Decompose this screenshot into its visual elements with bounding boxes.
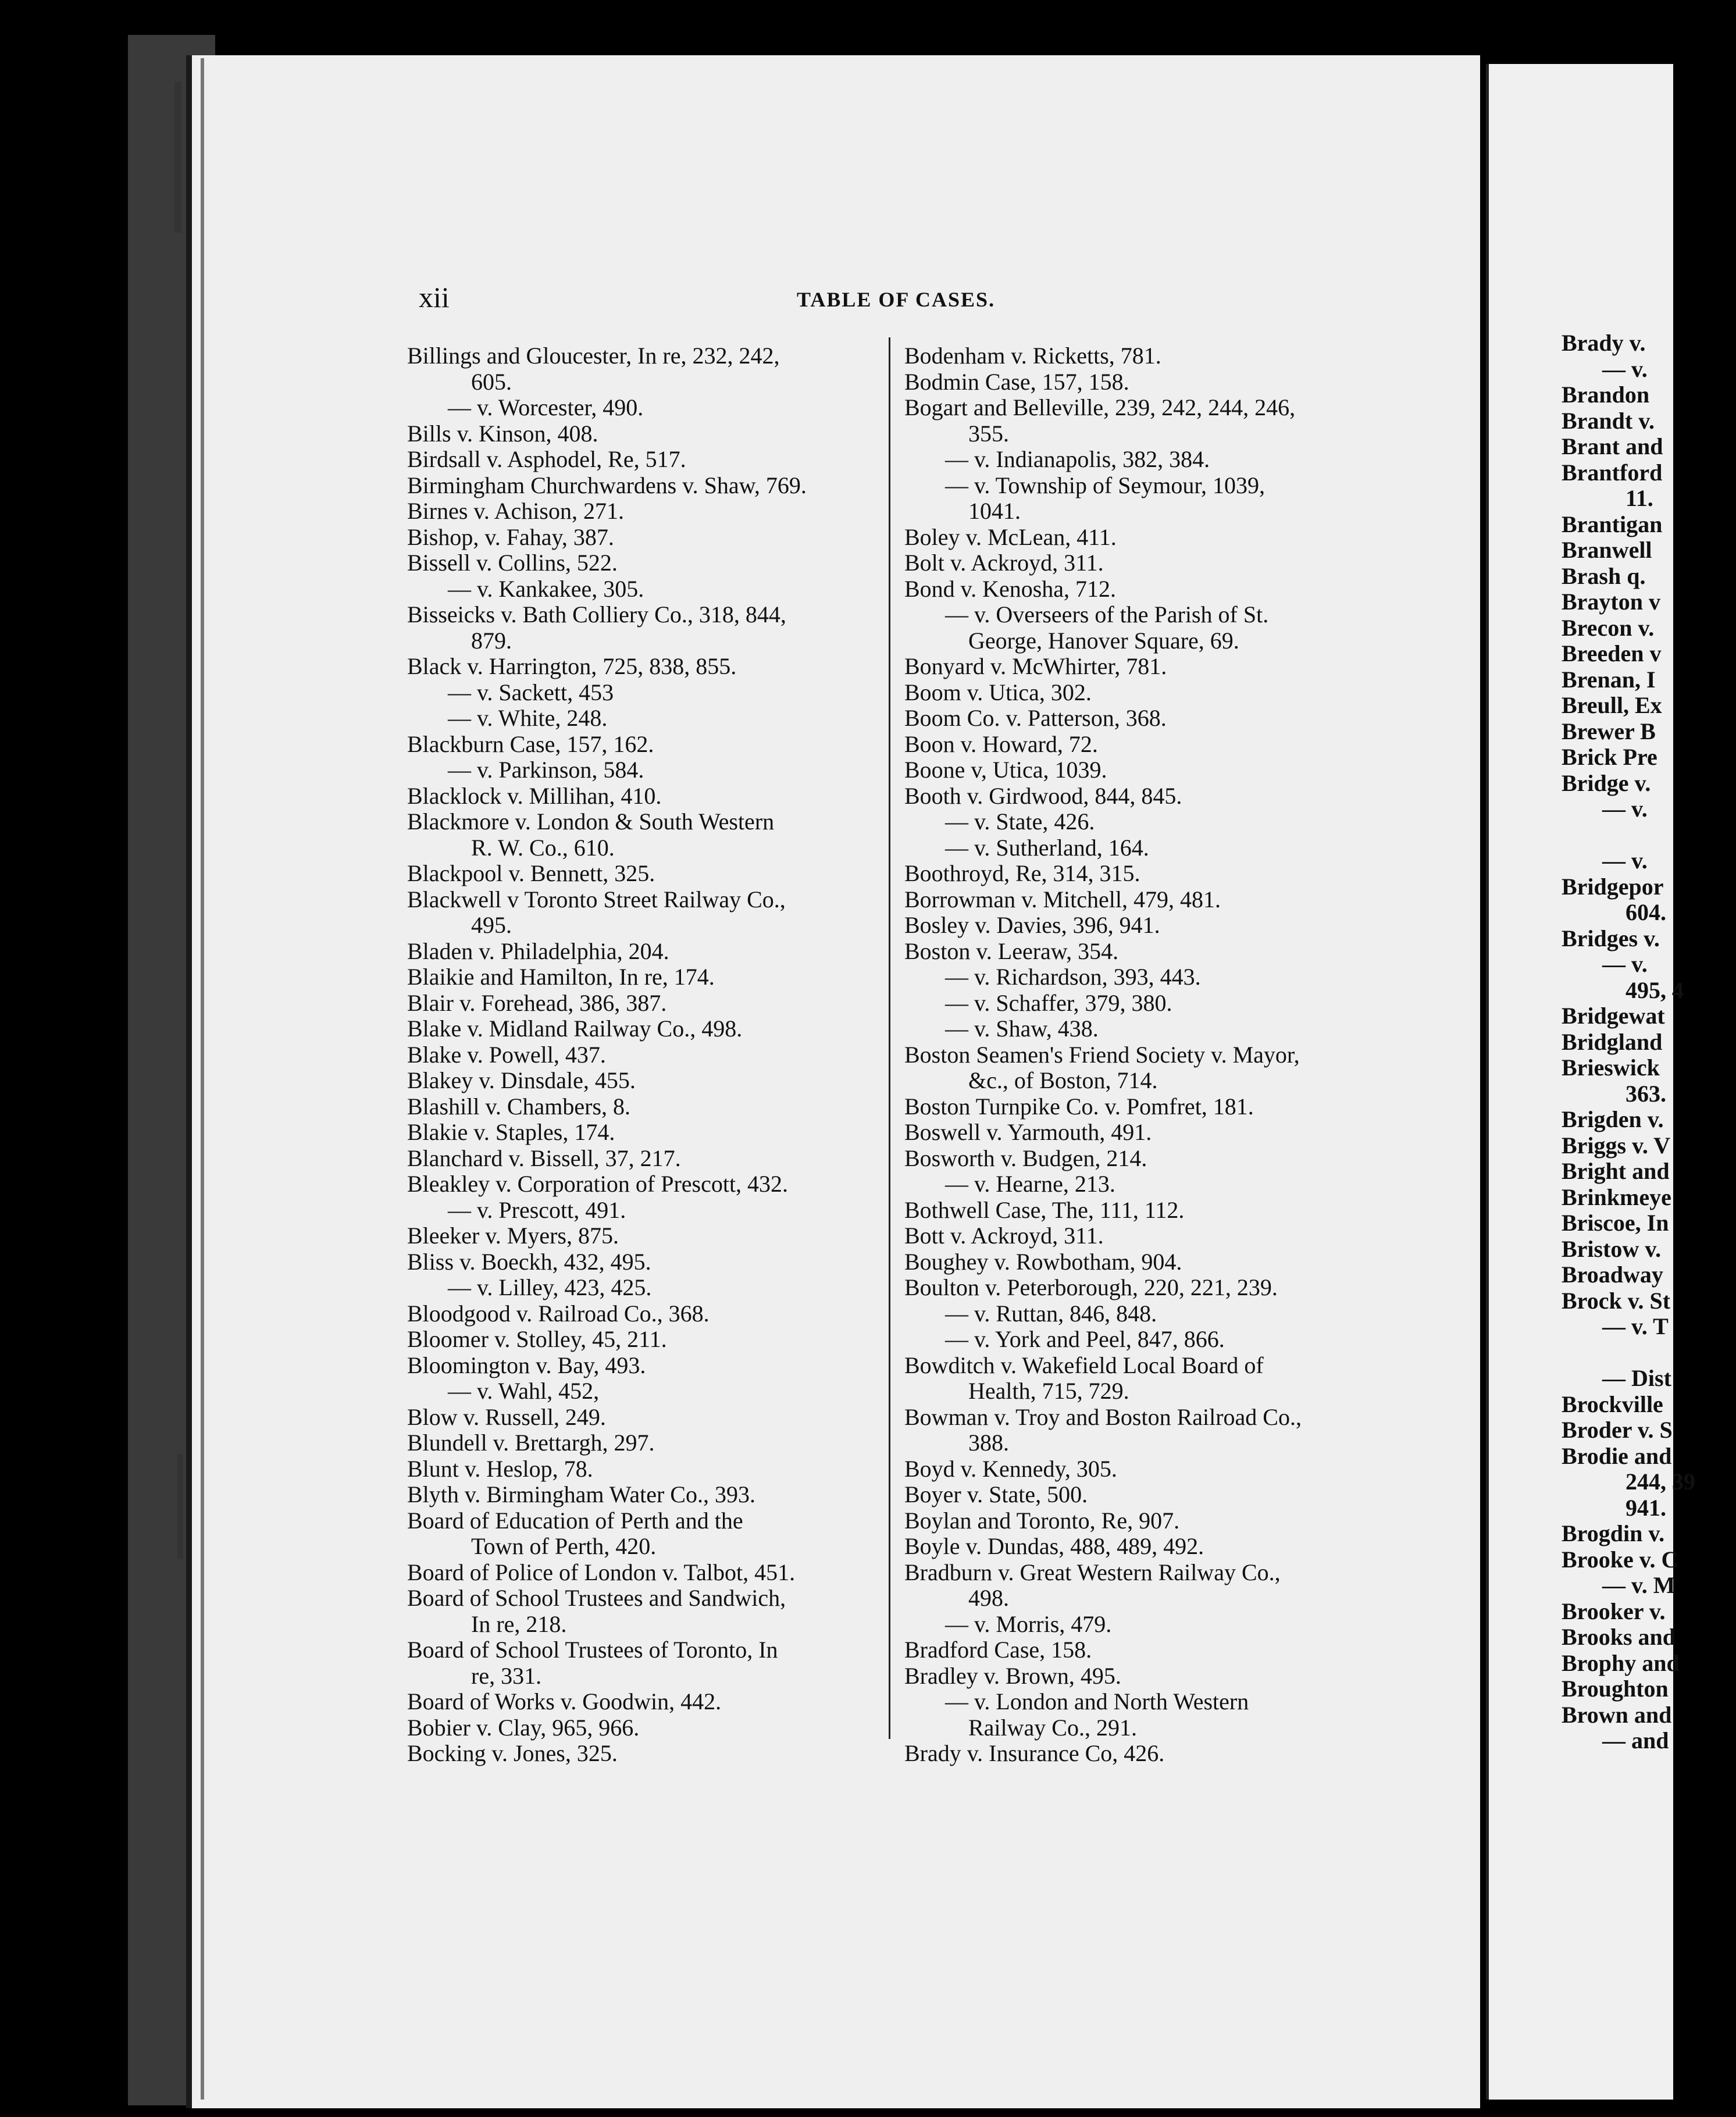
- case-entry: Bills v. Kinson, 408.: [407, 420, 598, 447]
- facing-page-entry: — v.: [1602, 796, 1648, 822]
- facing-page-entry: Bridges v.: [1562, 925, 1660, 951]
- case-entry: Boyer v. State, 500.: [904, 1481, 1088, 1507]
- facing-page-entry: Breeden v: [1562, 640, 1662, 667]
- case-entry: re, 331.: [471, 1662, 542, 1689]
- case-entry: Boom Co. v. Patterson, 368.: [904, 705, 1167, 731]
- facing-page-entry: 941.: [1626, 1494, 1666, 1521]
- facing-page-entry: 11.: [1626, 485, 1653, 511]
- case-entry: Boston Turnpike Co. v. Pomfret, 181.: [904, 1093, 1254, 1120]
- right-column: [904, 343, 1396, 1767]
- case-entry: 879.: [471, 627, 512, 654]
- case-entry: Bonyard v. McWhirter, 781.: [904, 653, 1167, 679]
- case-entry: Blundell v. Brettargh, 297.: [407, 1430, 655, 1456]
- case-entry: Bissell v. Collins, 522.: [407, 550, 618, 576]
- case-entry: — v. Sutherland, 164.: [945, 834, 1149, 861]
- facing-page-entry: 495, 4: [1626, 976, 1684, 1003]
- facing-page-entry: Brown and: [1562, 1701, 1672, 1728]
- case-entry: Boothroyd, Re, 314, 315.: [904, 860, 1140, 886]
- case-entry: Boyle v. Dundas, 488, 489, 492.: [904, 1533, 1204, 1559]
- case-entry: Blakey v. Dinsdale, 455.: [407, 1067, 636, 1093]
- case-entry: Board of Police of London v. Talbot, 451.: [407, 1559, 796, 1585]
- case-entry: Boom v. Utica, 302.: [904, 679, 1092, 705]
- facing-page-entry: [1562, 822, 1736, 849]
- facing-page-entry: Brecon v.: [1562, 614, 1655, 641]
- case-entry: — v. Wahl, 452,: [448, 1378, 600, 1404]
- facing-page-entry: — and: [1602, 1727, 1669, 1754]
- case-entry: — v. Kankakee, 305.: [448, 575, 644, 602]
- facing-page-entry: Brigden v.: [1562, 1106, 1664, 1132]
- facing-page-entry: Breull, Ex: [1562, 692, 1662, 718]
- case-entry: Bloomington v. Bay, 493.: [407, 1352, 646, 1378]
- case-entry: Boulton v. Peterborough, 220, 221, 239.: [904, 1274, 1278, 1300]
- case-entry: Boyd v. Kennedy, 305.: [904, 1455, 1117, 1482]
- case-entry: Bott v. Ackroyd, 311.: [904, 1223, 1104, 1249]
- facing-page-entry: Broadway: [1562, 1261, 1663, 1288]
- case-entry: Blashill v. Chambers, 8.: [407, 1093, 631, 1120]
- case-entry: Bloomer v. Stolley, 45, 211.: [407, 1326, 667, 1352]
- case-entry: Board of School Trustees of Toronto, In: [407, 1637, 778, 1663]
- case-entry: Borrowman v. Mitchell, 479, 481.: [904, 886, 1221, 913]
- case-entry: Booth v. Girdwood, 844, 845.: [904, 782, 1182, 809]
- case-entry: — v. Worcester, 490.: [448, 394, 644, 420]
- facing-page-entry: — Dist: [1602, 1365, 1671, 1391]
- case-entry: Bloodgood v. Railroad Co., 368.: [407, 1300, 710, 1327]
- case-entry: Boylan and Toronto, Re, 907.: [904, 1507, 1180, 1534]
- facing-page-entry: Brick Pre: [1562, 744, 1657, 770]
- case-entry: Blow v. Russell, 249.: [407, 1403, 606, 1430]
- facing-page-entry: — v.: [1602, 847, 1648, 874]
- case-entry: Bosley v. Davies, 396, 941.: [904, 912, 1160, 938]
- running-title: TABLE OF CASES.: [797, 288, 996, 311]
- facing-page-entry: Bridge v.: [1562, 769, 1651, 796]
- case-entry: Boston Seamen's Friend Society v. Mayor,: [904, 1041, 1300, 1068]
- facing-page-entry: Brodie and: [1562, 1442, 1672, 1469]
- scan-blemish: [174, 81, 181, 233]
- case-entry: — v. Schaffer, 379, 380.: [945, 989, 1172, 1016]
- case-entry: Bobier v. Clay, 965, 966.: [407, 1714, 640, 1741]
- case-entry: Boughey v. Rowbotham, 904.: [904, 1248, 1182, 1275]
- case-entry: Bogart and Belleville, 239, 242, 244, 246,: [904, 394, 1296, 420]
- facing-page-entry: Brandon: [1562, 382, 1650, 408]
- case-entry: — v. Lilley, 423, 425.: [448, 1274, 652, 1300]
- case-entry: Bishop, v. Fahay, 387.: [407, 523, 614, 550]
- case-entry: — v. Hearne, 213.: [945, 1171, 1115, 1197]
- facing-page-entry: Broder v. S: [1562, 1417, 1673, 1443]
- facing-page-entry: 604.: [1626, 899, 1666, 925]
- case-entry: Board of School Trustees and Sandwich,: [407, 1585, 786, 1611]
- case-entry: Birmingham Churchwardens v. Shaw, 769.: [407, 472, 807, 498]
- case-entry: Bond v. Kenosha, 712.: [904, 575, 1117, 602]
- case-entry: — v. Sackett, 453: [448, 679, 614, 705]
- facing-page-entry: Branwell: [1562, 537, 1652, 563]
- case-entry: 388.: [968, 1430, 1009, 1456]
- case-entry: Bleakley v. Corporation of Prescott, 432.: [407, 1171, 789, 1197]
- case-entry: In re, 218.: [471, 1610, 567, 1637]
- case-entry: Bowditch v. Wakefield Local Board of: [904, 1352, 1264, 1378]
- case-entry: Birnes v. Achison, 271.: [407, 498, 624, 524]
- facing-page-entry: Brandt v.: [1562, 407, 1655, 434]
- case-entry: 1041.: [968, 498, 1021, 524]
- facing-page-entry: Brooke v. C: [1562, 1546, 1678, 1573]
- case-entry: Black v. Harrington, 725, 838, 855.: [407, 653, 737, 679]
- case-entry: Blackpool v. Bennett, 325.: [407, 860, 655, 886]
- case-entry: Blunt v. Heslop, 78.: [407, 1455, 593, 1482]
- case-entry: Blackmore v. London & South Western: [407, 808, 775, 835]
- case-entry: &c., of Boston, 714.: [968, 1067, 1158, 1093]
- facing-page-entry: Brayton v: [1562, 589, 1660, 615]
- case-entry: Bodmin Case, 157, 158.: [904, 368, 1129, 395]
- case-entry: Bocking v. Jones, 325.: [407, 1740, 618, 1766]
- case-entry: 605.: [471, 368, 512, 395]
- page-edge-rule: [201, 58, 204, 2100]
- facing-page-entry: [1562, 1340, 1736, 1366]
- facing-page-entry: Brock v. St: [1562, 1287, 1671, 1314]
- facing-page-entry: Brenan, I: [1562, 666, 1656, 693]
- case-entry: Blacklock v. Millihan, 410.: [407, 782, 662, 809]
- facing-page-entry: — v.: [1602, 951, 1648, 977]
- facing-page-entry: Brash q.: [1562, 562, 1646, 589]
- case-entry: Board of Education of Perth and the: [407, 1507, 743, 1534]
- case-entry: — v. Richardson, 393, 443.: [945, 964, 1201, 990]
- case-entry: Bolt v. Ackroyd, 311.: [904, 550, 1104, 576]
- case-entry: — v. Shaw, 438.: [945, 1015, 1099, 1042]
- facing-page-entry: Brant and: [1562, 433, 1663, 459]
- case-entry: Blackwell v Toronto Street Railway Co.,: [407, 886, 786, 913]
- facing-page-entry: Bright and: [1562, 1158, 1670, 1184]
- facing-page-entry: Brooker v.: [1562, 1598, 1666, 1624]
- facing-page-entry: Brophy and: [1562, 1649, 1680, 1676]
- case-entry: 495.: [471, 912, 512, 938]
- case-entry: Blair v. Forehead, 386, 387.: [407, 989, 667, 1016]
- facing-page-entry: Brewer B: [1562, 718, 1656, 744]
- case-entry: Bodenham v. Ricketts, 781.: [904, 343, 1161, 369]
- facing-page-entry: Brieswick: [1562, 1054, 1660, 1081]
- case-entry: Bleeker v. Myers, 875.: [407, 1223, 619, 1249]
- facing-page-entry: 244, 39: [1626, 1469, 1695, 1495]
- case-entry: Blyth v. Birmingham Water Co., 393.: [407, 1481, 755, 1507]
- facing-page-entry: Broughton: [1562, 1676, 1669, 1702]
- case-entry: Railway Co., 291.: [968, 1714, 1137, 1741]
- case-entry: Bosworth v. Budgen, 214.: [904, 1145, 1147, 1171]
- case-entry: George, Hanover Square, 69.: [968, 627, 1239, 654]
- page-number: xii: [419, 281, 450, 313]
- case-entry: — v. Parkinson, 584.: [448, 757, 644, 783]
- case-entry: Bladen v. Philadelphia, 204.: [407, 938, 669, 964]
- case-entry: Blake v. Midland Railway Co., 498.: [407, 1015, 743, 1042]
- facing-page-entry: Brantigan: [1562, 511, 1663, 537]
- case-entry: Boswell v. Yarmouth, 491.: [904, 1119, 1152, 1145]
- case-entry: Bradley v. Brown, 495.: [904, 1662, 1121, 1689]
- facing-page-entry: Briscoe, In: [1562, 1210, 1669, 1236]
- facing-page-entry: Bristow v.: [1562, 1235, 1662, 1262]
- scan-blemish: [177, 1454, 183, 1559]
- facing-page-entry: Brantford: [1562, 459, 1663, 486]
- case-entry: 498.: [968, 1585, 1009, 1611]
- case-entry: — v. Overseers of the Parish of St.: [945, 601, 1269, 628]
- facing-page-entry: Brinkmeye: [1562, 1184, 1671, 1210]
- case-entry: — v. Ruttan, 846, 848.: [945, 1300, 1157, 1327]
- case-entry: — v. York and Peel, 847, 866.: [945, 1326, 1225, 1352]
- case-entry: Bliss v. Boeckh, 432, 495.: [407, 1248, 651, 1275]
- case-entry: — v. Township of Seymour, 1039,: [945, 472, 1266, 498]
- case-entry: Boley v. McLean, 411.: [904, 523, 1117, 550]
- case-entry: Blakie v. Staples, 174.: [407, 1119, 615, 1145]
- facing-page-entry: — v. M: [1602, 1572, 1676, 1598]
- facing-page-entry: Briggs v. V: [1562, 1132, 1671, 1159]
- case-entry: Bothwell Case, The, 111, 112.: [904, 1196, 1185, 1223]
- case-entry: Boston v. Leeraw, 354.: [904, 938, 1119, 964]
- case-entry: — v. London and North Western: [945, 1688, 1249, 1715]
- case-entry: Board of Works v. Goodwin, 442.: [407, 1688, 722, 1715]
- case-entry: 355.: [968, 420, 1009, 447]
- facing-page-column: [1562, 330, 1736, 1754]
- left-column: [407, 343, 901, 1767]
- case-entry: Blaikie and Hamilton, In re, 174.: [407, 964, 715, 990]
- case-entry: Billings and Gloucester, In re, 232, 242,: [407, 343, 780, 369]
- case-entry: Boone v, Utica, 1039.: [904, 757, 1107, 783]
- case-entry: Blake v. Powell, 437.: [407, 1041, 606, 1068]
- case-entry: — v. Indianapolis, 382, 384.: [945, 446, 1210, 472]
- facing-page-entry: Brooks and: [1562, 1624, 1676, 1650]
- case-entry: Birdsall v. Asphodel, Re, 517.: [407, 446, 686, 472]
- facing-page-entry: 363.: [1626, 1080, 1666, 1107]
- case-entry: — v. White, 248.: [448, 705, 608, 731]
- case-entry: Bradford Case, 158.: [904, 1637, 1092, 1663]
- facing-page-entry: — v. T: [1602, 1313, 1669, 1339]
- facing-page-entry: Bridgland: [1562, 1028, 1663, 1055]
- case-entry: — v. Prescott, 491.: [448, 1196, 626, 1223]
- case-entry: Boon v. Howard, 72.: [904, 730, 1098, 757]
- facing-page-entry: Brady v.: [1562, 330, 1646, 356]
- case-entry: Bradburn v. Great Western Railway Co.,: [904, 1559, 1281, 1585]
- case-entry: Health, 715, 729.: [968, 1378, 1129, 1404]
- case-entry: R. W. Co., 610.: [471, 834, 615, 861]
- facing-page-entry: Bridgepor: [1562, 873, 1664, 900]
- case-entry: — v. Morris, 479.: [945, 1610, 1112, 1637]
- page-header: [419, 280, 1466, 327]
- case-entry: Bowman v. Troy and Boston Railroad Co.,: [904, 1403, 1302, 1430]
- case-entry: Blanchard v. Bissell, 37, 217.: [407, 1145, 681, 1171]
- facing-page-entry: Bridgewat: [1562, 1003, 1665, 1029]
- case-entry: Bisseicks v. Bath Colliery Co., 318, 844,: [407, 601, 786, 628]
- case-entry: — v. State, 426.: [945, 808, 1095, 835]
- facing-page-entry: Brockville: [1562, 1391, 1663, 1417]
- facing-page-entry: — v.: [1602, 355, 1648, 382]
- facing-page-entry: Brogdin v.: [1562, 1520, 1665, 1546]
- case-entry: Town of Perth, 420.: [471, 1533, 657, 1559]
- case-entry: Brady v. Insurance Co, 426.: [904, 1740, 1165, 1766]
- case-entry: Blackburn Case, 157, 162.: [407, 730, 654, 757]
